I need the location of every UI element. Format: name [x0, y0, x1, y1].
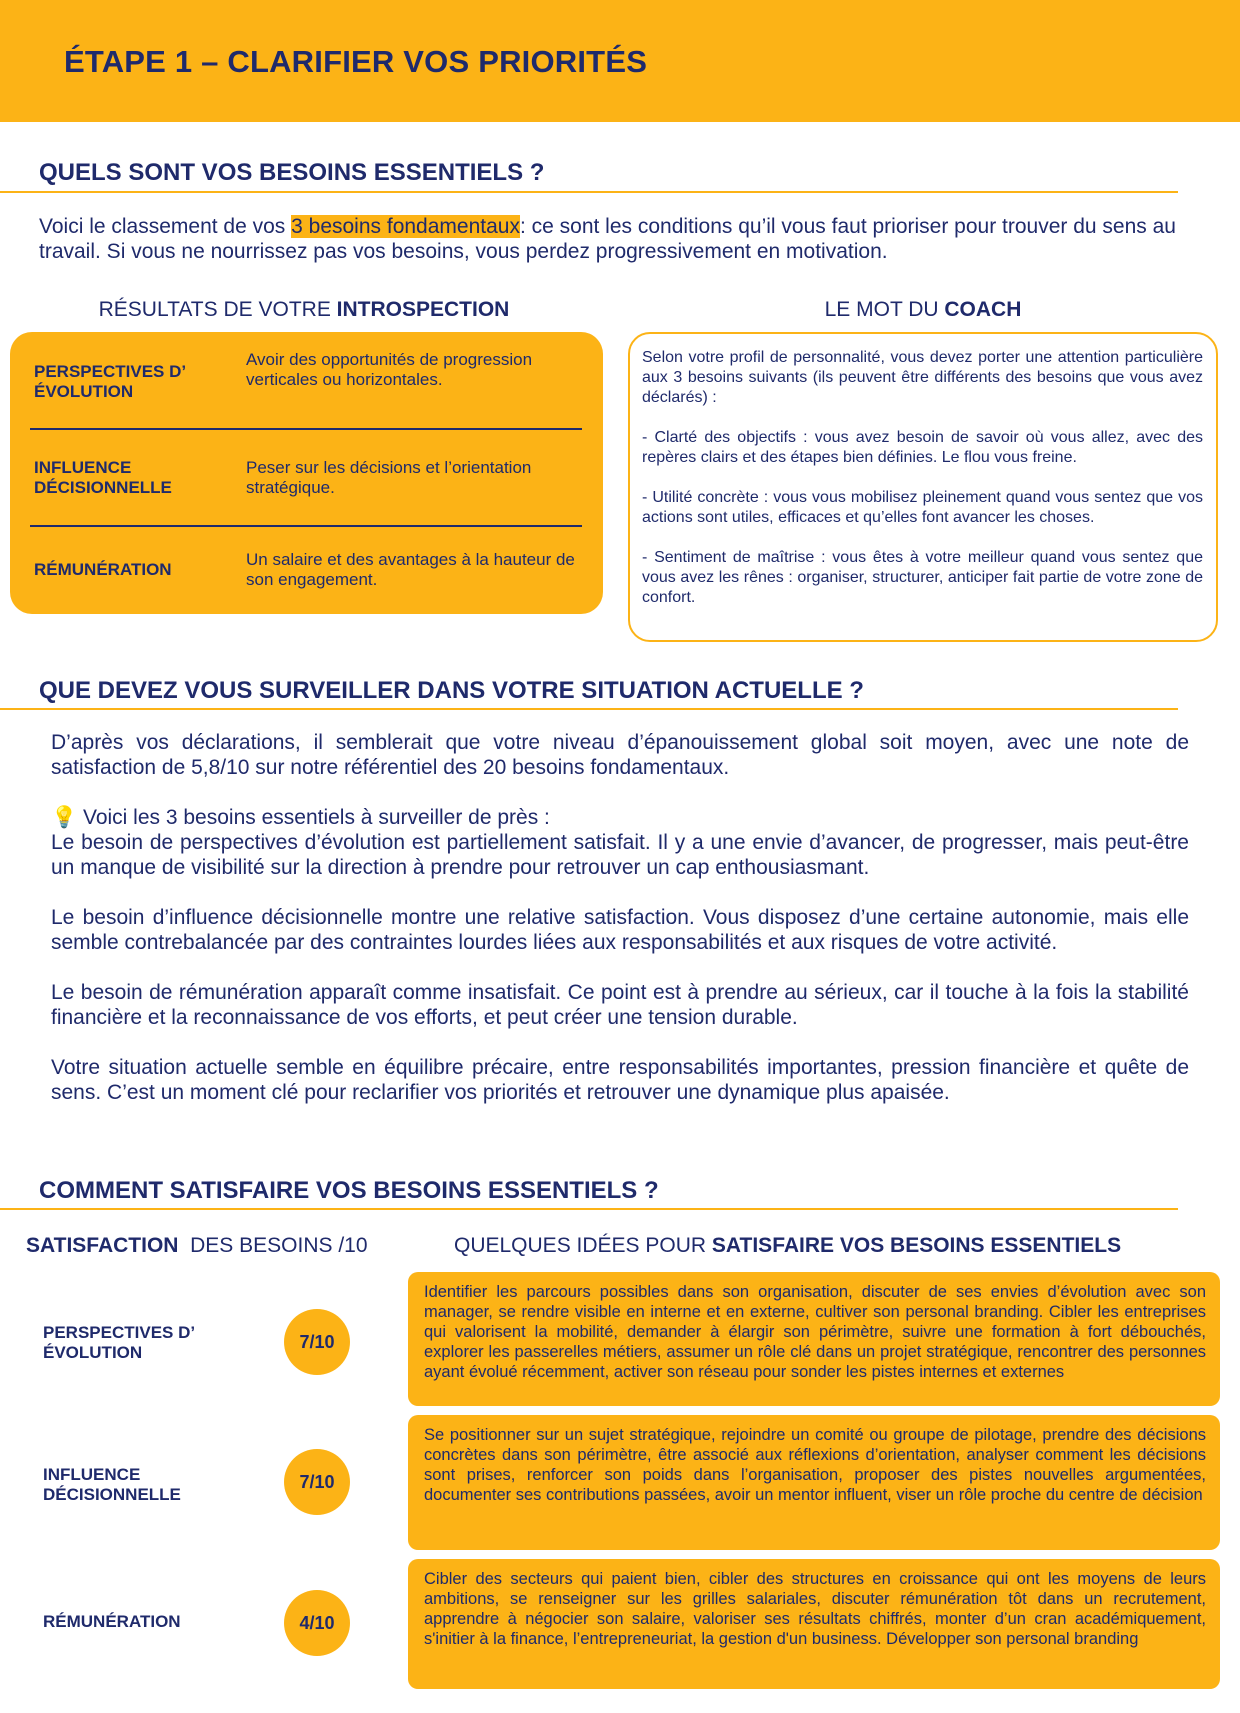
situation-paragraph: Le besoin de perspectives d’évolution est partiellement satisfait. Il y a une envie d’avancer, de progresser, mais peut-être un manque de visibilité sur la direction à prendre pour retrouver un cap enthousiasmant. — [51, 831, 1189, 879]
results-heading: RÉSULTATS DE VOTRE INTROSPECTION — [98, 298, 510, 321]
results-box — [10, 332, 603, 614]
result-label: INFLUENCE DÉCISIONNELLE — [34, 458, 172, 497]
need-label: RÉMUNÉRATION — [43, 1612, 181, 1631]
result-divider — [30, 428, 582, 430]
intro-paragraph: Voici le classement de vos 3 besoins fondamentaux: ce sont les conditions qu’il vous faut prioriser pour trouver du sens au travail. Si vous ne nourrissez pas vos besoins, vous perdez progressivement en motivation. — [39, 215, 1176, 263]
score-badge: 4/10 — [284, 1590, 350, 1656]
watch-intro: 💡 Voici les 3 besoins essentiels à surveiller de près : — [51, 806, 550, 829]
ideas-box: Cibler des secteurs qui paient bien, cibler des structures en croissance qui ont les moyens de leurs ambitions, se renseigner sur les grilles salariales, discuter rémunération tôt dans un recrutement, apprendre à négocier son salaire, valoriser ses résultats chiffrés, monter d’un cran académiquement, s'initier à la finance, l’entrepreneuriat, la gestion d'un business. Développer son personal branding — [408, 1559, 1220, 1689]
result-label: RÉMUNÉRATION — [34, 560, 172, 579]
situation-paragraph: Le besoin d’influence décisionnelle montre une relative satisfaction. Vous disposez d’une certaine autonomie, mais elle semble contrebalancée par des contraintes lourdes liées aux responsabilités et aux risques de votre activité. — [51, 906, 1189, 954]
coach-paragraph: - Utilité concrète : vous vous mobilisez pleinement quand vous sentez que vos actions sont utiles, efficaces et qu’elles font avancer les choses. — [642, 489, 1203, 526]
need-label: PERSPECTIVES D’ ÉVOLUTION — [43, 1323, 196, 1362]
ideas-box: Identifier les parcours possibles dans son organisation, discuter de ses envies d’évolution avec son manager, se rendre visible en interne et en externe, cultiver son personal branding. Cibler les entreprises qui valorisent la mobilité, demander à élargir son périmètre, suivre une formation à fort débouchés, explorer les passerelles métiers, assumer un rôle clé dans un projet stratégique, rencontrer des personnes ayant évolué récemment, activer son réseau pour sonder les pistes internes et externes — [408, 1272, 1220, 1406]
coach-text — [642, 348, 1203, 608]
section-title-surveiller: QUE DEVEZ VOUS SURVEILLER DANS VOTRE SITUATION ACTUELLE ? — [39, 677, 864, 704]
page-title: ÉTAPE 1 – CLARIFIER VOS PRIORITÉS — [64, 44, 648, 79]
result-desc: Peser sur les décisions et l’orientation stratégique. — [246, 458, 532, 497]
score-badge: 7/10 — [284, 1309, 350, 1375]
situation-paragraph: Votre situation actuelle semble en équilibre précaire, entre responsabilités importantes, pression financière et quête de sens. C’est un moment clé pour reclarifier vos priorités et retrouver une dynamique plus apaisée. — [51, 1056, 1189, 1104]
coach-paragraph: - Sentiment de maîtrise : vous êtes à votre meilleur quand vous sentez que vous avez les rênes : organiser, structurer, anticiper fait partie de votre zone de confort. — [642, 549, 1203, 606]
satisfaction-heading: SATISFACTION DES BESOINS /10 — [26, 1234, 368, 1257]
result-divider — [30, 525, 582, 527]
result-desc: Un salaire et des avantages à la hauteur de son engagement. — [246, 550, 575, 589]
result-label: PERSPECTIVES D’ ÉVOLUTION — [34, 362, 187, 401]
situation-paragraph: D’après vos déclarations, il semblerait que votre niveau d’épanouissement global soit moyen, avec une note de satisfaction de 5,8/10 sur notre référentiel des 20 besoins fondamentaux. — [51, 731, 1189, 779]
need-label: INFLUENCE DÉCISIONNELLE — [43, 1465, 181, 1504]
highlight-text: 3 besoins fondamentaux — [291, 215, 520, 238]
section-divider — [0, 191, 1178, 193]
situation-paragraph: Le besoin de rémunération apparaît comme insatisfait. Ce point est à prendre au sérieux, car il touche à la fois la stabilité financière et la reconnaissance de vos efforts, et peut créer une tension durable. — [51, 981, 1189, 1029]
coach-heading: LE MOT DU COACH — [824, 298, 1022, 321]
situation-text — [51, 730, 1189, 1105]
ideas-heading: QUELQUES IDÉES POUR SATISFAIRE VOS BESOINS ESSENTIELS — [454, 1234, 1122, 1257]
coach-paragraph: - Clarté des objectifs : vous avez besoin de savoir où vous allez, avec des repères clairs et des étapes bien définies. Le flou vous freine. — [642, 429, 1203, 466]
score-badge: 7/10 — [284, 1449, 350, 1515]
ideas-box: Se positionner sur un sujet stratégique, rejoindre un comité ou groupe de pilotage, prendre des décisions concrètes dans son périmètre, être associé aux réflexions d’orientation, analyser comment les décisions sont prises, renforcer son poids dans l’organisation, proposer des pistes nouvelles argumentées, documenter ses contributions passées, avoir un mentor influent, viser un rôle proche du centre de décision — [408, 1415, 1220, 1550]
section-divider — [0, 1208, 1178, 1210]
section-title-besoins: QUELS SONT VOS BESOINS ESSENTIELS ? — [39, 159, 545, 186]
section-divider — [0, 708, 1178, 710]
section-title-satisfaire: COMMENT SATISFAIRE VOS BESOINS ESSENTIELS ? — [39, 1177, 659, 1204]
bulb-icon: 💡 — [51, 806, 78, 829]
coach-paragraph: Selon votre profil de personnalité, vous devez porter une attention particulière aux 3 besoins suivants (ils peuvent être différents des besoins que vous avez déclarés) : — [642, 349, 1203, 406]
result-desc: Avoir des opportunités de progression verticales ou horizontales. — [246, 350, 533, 389]
